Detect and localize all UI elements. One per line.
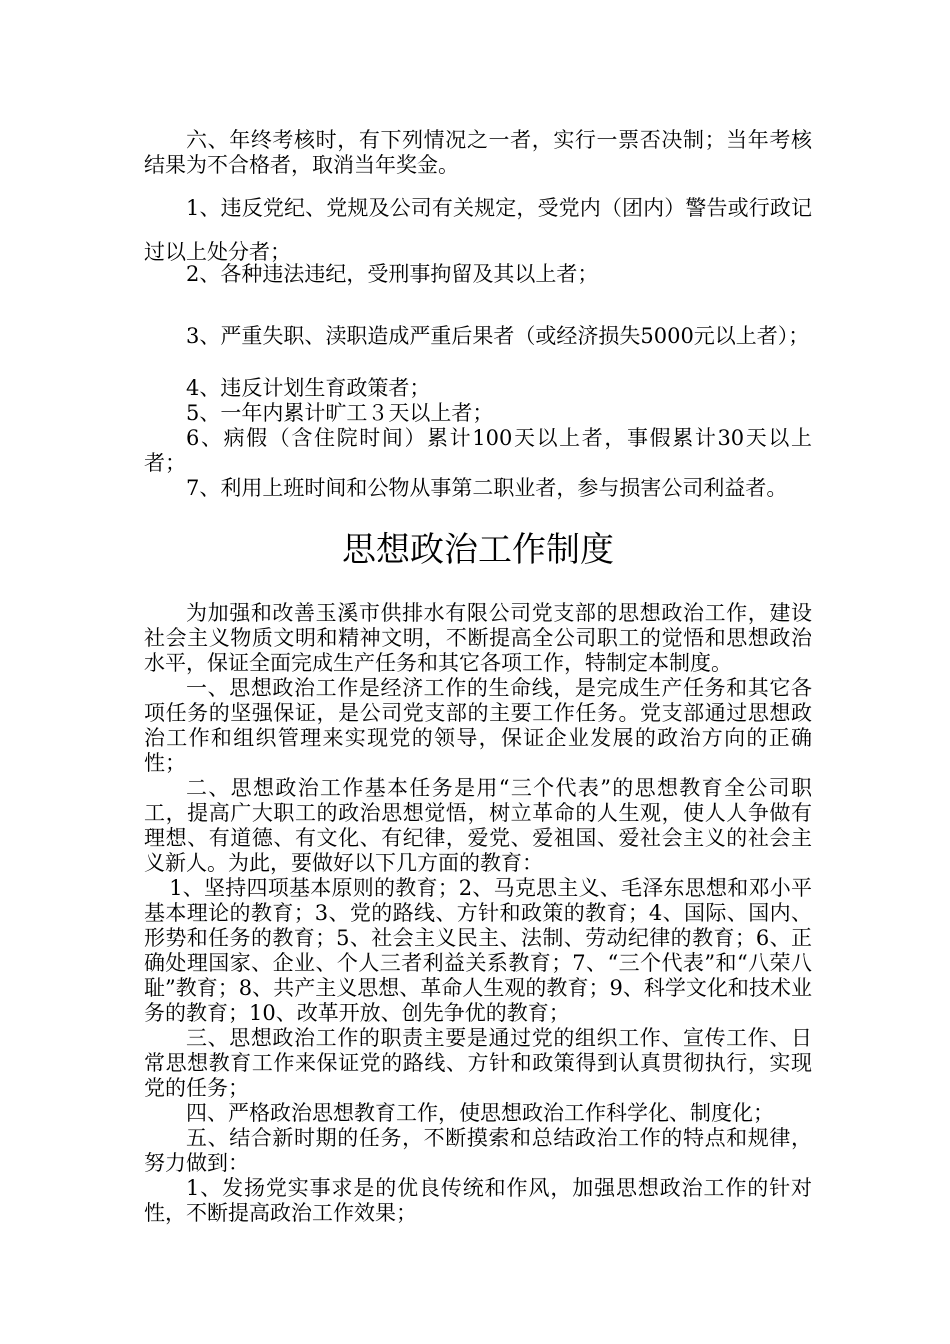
paragraph-item-6: 6、病假（含住院时间）累计100天以上者，事假累计30天以上者； [144, 426, 812, 475]
paragraph-item-2: 2、各种违法违纪，受刑事拘留及其以上者； [186, 262, 599, 286]
paragraph-education-list: 1、坚持四项基本原则的教育；2、马克思主义、毛泽东思想和邓小平基本理论的教育；3、党的路线、方针和政策的教育；4、国际、国内、形势和任务的教育；5、社会主义民主、法制、劳动纪律的教育；6、正确处理国家、企业、个人三者利益关系教育；7、“三个代表”和“八荣八耻”教育；8、共产主义思想、革命人生观的教育；9、科学文化和技术业务的教育；10、改革开放、创先争优的教育； [144, 876, 812, 1025]
paragraph-article-5-item-1: 1、发扬党实事求是的优良传统和作风，加强思想政治工作的针对性，不断提高政治工作效果； [144, 1176, 812, 1225]
paragraph-item-3: 3、严重失职、渎职造成严重后果者（或经济损失5000元以上者）； [186, 324, 810, 348]
paragraph-item-4: 4、违反计划生育政策者； [186, 376, 431, 400]
paragraph-article-3: 三、思想政治工作的职责主要是通过党的组织工作、宣传工作、日常思想教育工作来保证党的路线、方针和政策得到认真贯彻执行，实现党的任务； [144, 1026, 812, 1100]
section-title: 思想政治工作制度 [342, 530, 614, 570]
paragraph-item-5: 5、一年内累计旷工３天以上者； [186, 401, 494, 425]
paragraph-assessment-veto: 六、年终考核时，有下列情况之一者，实行一票否决制；当年考核结果为不合格者，取消当年奖金。 [144, 128, 812, 177]
paragraph-article-5: 五、结合新时期的任务，不断摸索和总结政治工作的特点和规律，努力做到： [144, 1126, 812, 1175]
paragraph-item-7: 7、利用上班时间和公物从事第二职业者，参与损害公司利益者。 [186, 476, 788, 500]
paragraph-article-2: 二、思想政治工作基本任务是用“三个代表”的思想教育全公司职工，提高广大职工的政治思想觉悟，树立革命的人生观，使人人争做有理想、有道德、有文化、有纪律，爱党、爱祖国、爱社会主义的社会主义新人。为此，要做好以下几方面的教育： [144, 776, 812, 875]
paragraph-item-1: 1、违反党纪、党规及公司有关规定，受党内（团内）警告或行政记过以上处分者； [144, 196, 812, 264]
paragraph-article-4: 四、严格政治思想教育工作，使思想政治工作科学化、制度化； [186, 1101, 774, 1125]
paragraph-intro: 为加强和改善玉溪市供排水有限公司党支部的思想政治工作，建设社会主义物质文明和精神文明，不断提高全公司职工的觉悟和思想政治水平，保证全面完成生产任务和其它各项工作，特制定本制度。 [144, 601, 812, 675]
paragraph-article-1: 一、思想政治工作是经济工作的生命线，是完成生产任务和其它各项任务的坚强保证，是公司党支部的主要工作任务。党支部通过思想政治工作和组织管理来实现党的领导，保证企业发展的政治方向的正确性； [144, 676, 812, 775]
